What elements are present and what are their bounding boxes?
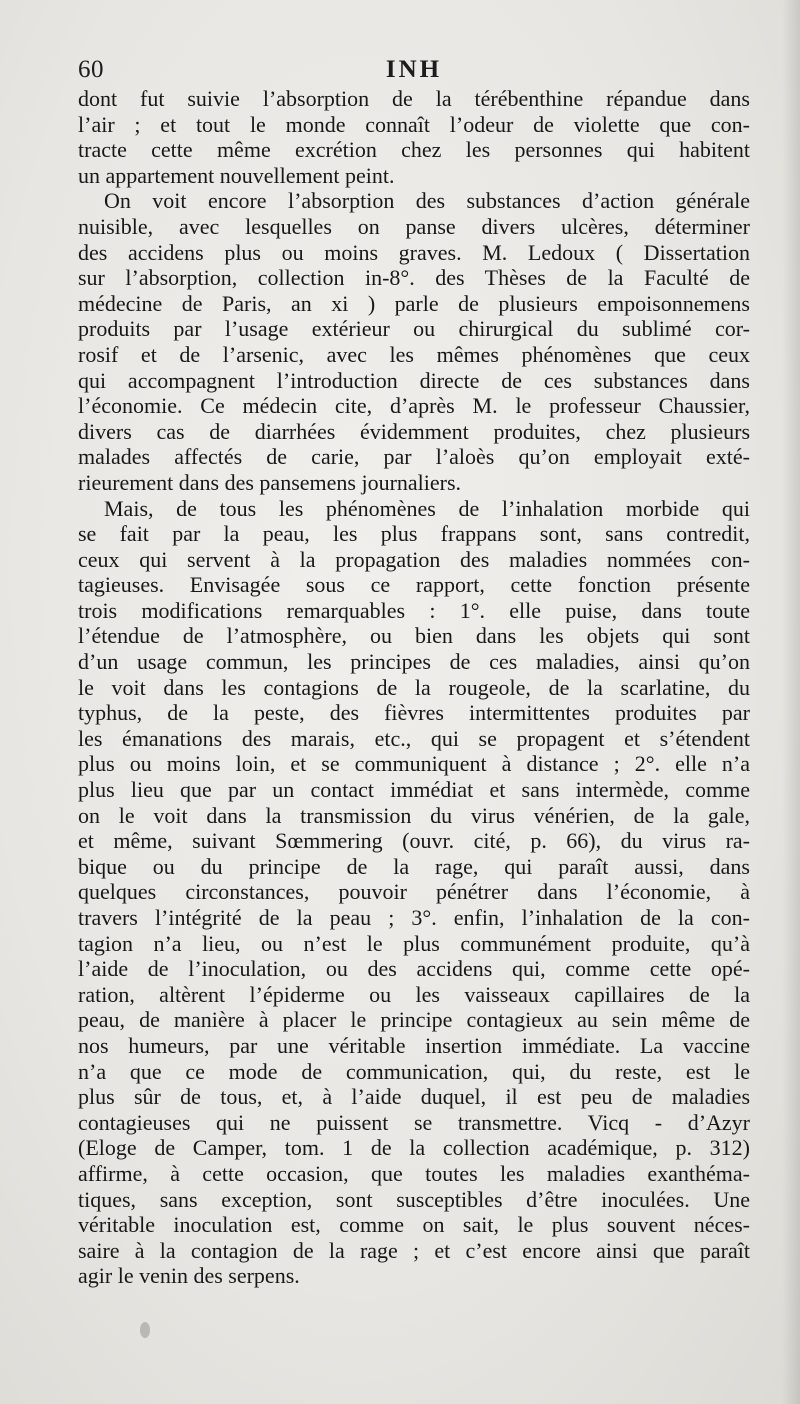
text-line: (Eloge de Camper, tom. 1 de la collection académique, p. 312) [78,1135,750,1161]
text-line: un appartement nouvellement peint. [78,162,395,188]
text-line: plus sûr de tous, et, à l’aide duquel, il est peu de maladies [78,1084,750,1110]
text-line: l’étendue de l’atmosphère, ou bien dans les objets qui sont [78,623,750,649]
text-line: les émanations des marais, etc., qui se propagent et s’étendent [78,725,750,751]
text-line: saire à la contagion de la rage ; et c’est encore ainsi que paraît [78,1237,750,1263]
text-line: malades affectés de carie, par l’aloès qu’on employait exté- [78,444,750,470]
text-line: tracte cette même excrétion chez les personnes qui habitent [78,137,750,163]
text-line: contagieuses qui ne puissent se transmettre. Vicq - d’Azyr [78,1109,750,1135]
text-line: sur l’absorption, collection in-8°. des Thèses de la Faculté de [78,265,750,291]
text-line: trois modifications remarquables : 1°. elle puise, dans toute [78,597,750,623]
text-line: plus lieu que par un contact immédiat et sans intermède, comme [78,777,750,803]
text-line: l’économie. Ce médecin cite, d’après M. le professeur Chaussier, [78,393,750,419]
text-line: nuisible, avec lesquelles on panse divers ulcères, déterminer [78,213,750,239]
text-line: rieurement dans des pansemens journaliers. [78,469,462,495]
text-line: travers l’intégrité de la peau ; 3°. enfin, l’inhalation de la con- [78,905,750,930]
text-line: ration, altèrent l’épiderme ou les vaisseaux capillaires de la [78,981,750,1007]
text-line: nos humeurs, par une véritable insertion immédiate. La vaccine [78,1032,750,1058]
text-line: on le voit dans la transmission du virus vénérien, de la gale, [78,802,750,828]
body-text [78,86,750,1289]
text-line: typhus, de la peste, des fièvres intermittentes produites par [78,700,750,726]
text-line: bique ou du principe de la rage, qui paraît aussi, dans [78,853,750,879]
text-line: d’un usage commun, les principes de ces maladies, ainsi qu’on [78,649,750,675]
text-line: médecine de Paris, an xi ) parle de plusieurs empoisonnemens [78,290,750,316]
text-line: On voit encore l’absorption des substances d’action générale [104,188,750,214]
text-line: plus ou moins loin, et se communiquent à distance ; 2°. elle n’a [78,751,750,777]
text-line: des accidens plus ou moins graves. M. Ledoux ( Dissertation [78,239,750,265]
text-line: tiques, sans exception, sont susceptibles d’être inoculées. Une [78,1186,750,1212]
section-title: INH [385,56,443,83]
text-line: n’a que ce mode de communication, qui, du reste, est le [78,1058,750,1084]
text-line: se fait par la peau, les plus frappans sont, sans contredit, [78,521,750,547]
text-line: tagieuses. Envisagée sous ce rapport, cette fonction présente [78,572,750,598]
running-head [78,56,750,90]
text-line: agir le venin des serpens. [78,1263,300,1289]
text-line: tagion n’a lieu, ou n’est le plus communément produite, qu’à [78,930,750,956]
text-line: rosif et de l’arsenic, avec les mêmes phénomènes que ceux [78,341,750,367]
text-line: quelques circonstances, pouvoir pénétrer dans l’économie, à [78,879,750,905]
text-line: peau, de manière à placer le principe contagieux au sein même de [78,1007,750,1033]
text-line: qui accompagnent l’introduction directe de ces substances dans [78,367,750,393]
text-line: ceux qui servent à la propagation des maladies nommées con- [78,546,750,572]
text-line: produits par l’usage extérieur ou chirurgical du sublimé cor- [78,316,750,342]
text-line: et même, suivant Sœmmering (ouvr. cité, p. 66), du virus ra- [78,828,750,854]
page-number: 60 [78,56,104,83]
text-line: divers cas de diarrhées évidemment produites, chez plusieurs [78,418,750,444]
text-line: Mais, de tous les phénomènes de l’inhalation morbide qui [104,495,750,521]
text-line: affirme, à cette occasion, que toutes les maladies exanthéma- [78,1160,750,1186]
text-line: l’aide de l’inoculation, ou des accidens qui, comme cette opé- [78,956,750,982]
text-line: véritable inoculation est, comme on sait, le plus souvent néces- [78,1212,750,1238]
text-line: dont fut suivie l’absorption de la térébenthine répandue dans [78,86,750,111]
text-line: l’air ; et tout le monde connaît l’odeur de violette que con- [78,111,750,137]
text-line: le voit dans les contagions de la rougeole, de la scarlatine, du [78,674,750,700]
ink-smudge [140,1322,150,1338]
